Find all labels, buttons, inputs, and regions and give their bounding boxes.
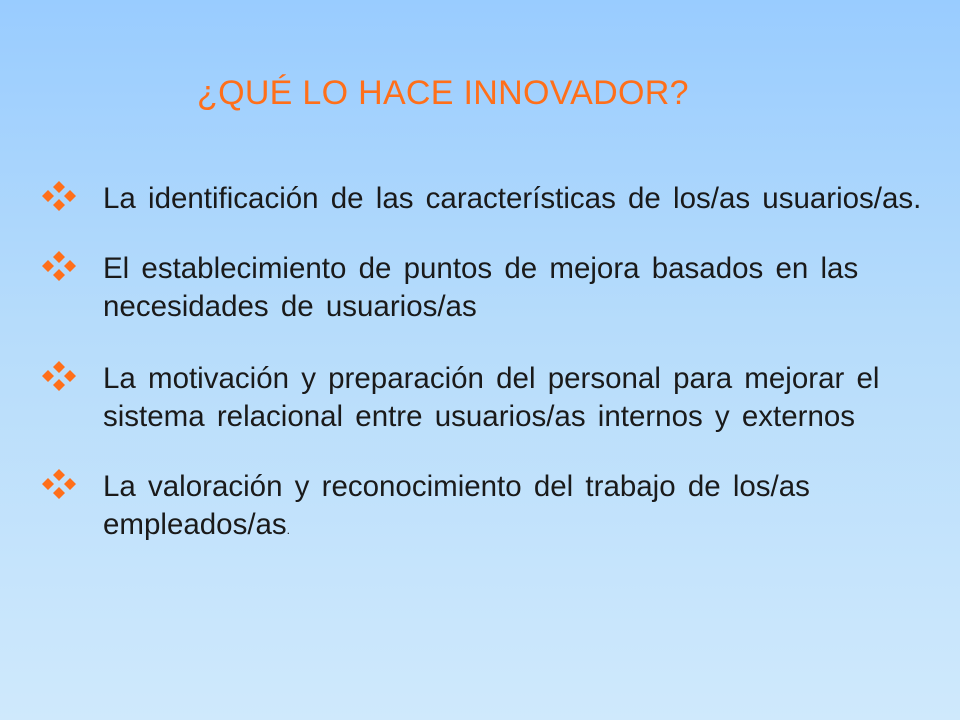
- bullet-item: [38, 180, 938, 218]
- diamond-quad-bullet-icon: [38, 469, 80, 507]
- bullet-list: [38, 180, 938, 549]
- bullet-text: La motivación y preparación del personal para mejorar el sistema relacional entre usuarios/as internos y externos: [103, 362, 880, 433]
- bullet-text: La valoración y reconocimiento del trabajo de los/as empleados/as: [103, 470, 810, 541]
- diamond-quad-bullet-icon: [38, 361, 80, 399]
- diamond-quad-bullet-icon: [38, 181, 80, 219]
- diamond-quad-bullet-icon: [38, 251, 80, 289]
- slide-title: ¿QUÉ LO HACE INNOVADOR?: [197, 74, 689, 112]
- bullet-text-period: .: [286, 523, 291, 537]
- bullet-item: [38, 360, 938, 436]
- bullet-text: El establecimiento de puntos de mejora basados en las necesidades de usuarios/as: [103, 252, 859, 323]
- bullet-item: [38, 468, 938, 549]
- bullet-item: [38, 250, 938, 326]
- bullet-text: La identificación de las características de los/as usuarios/as.: [103, 182, 922, 215]
